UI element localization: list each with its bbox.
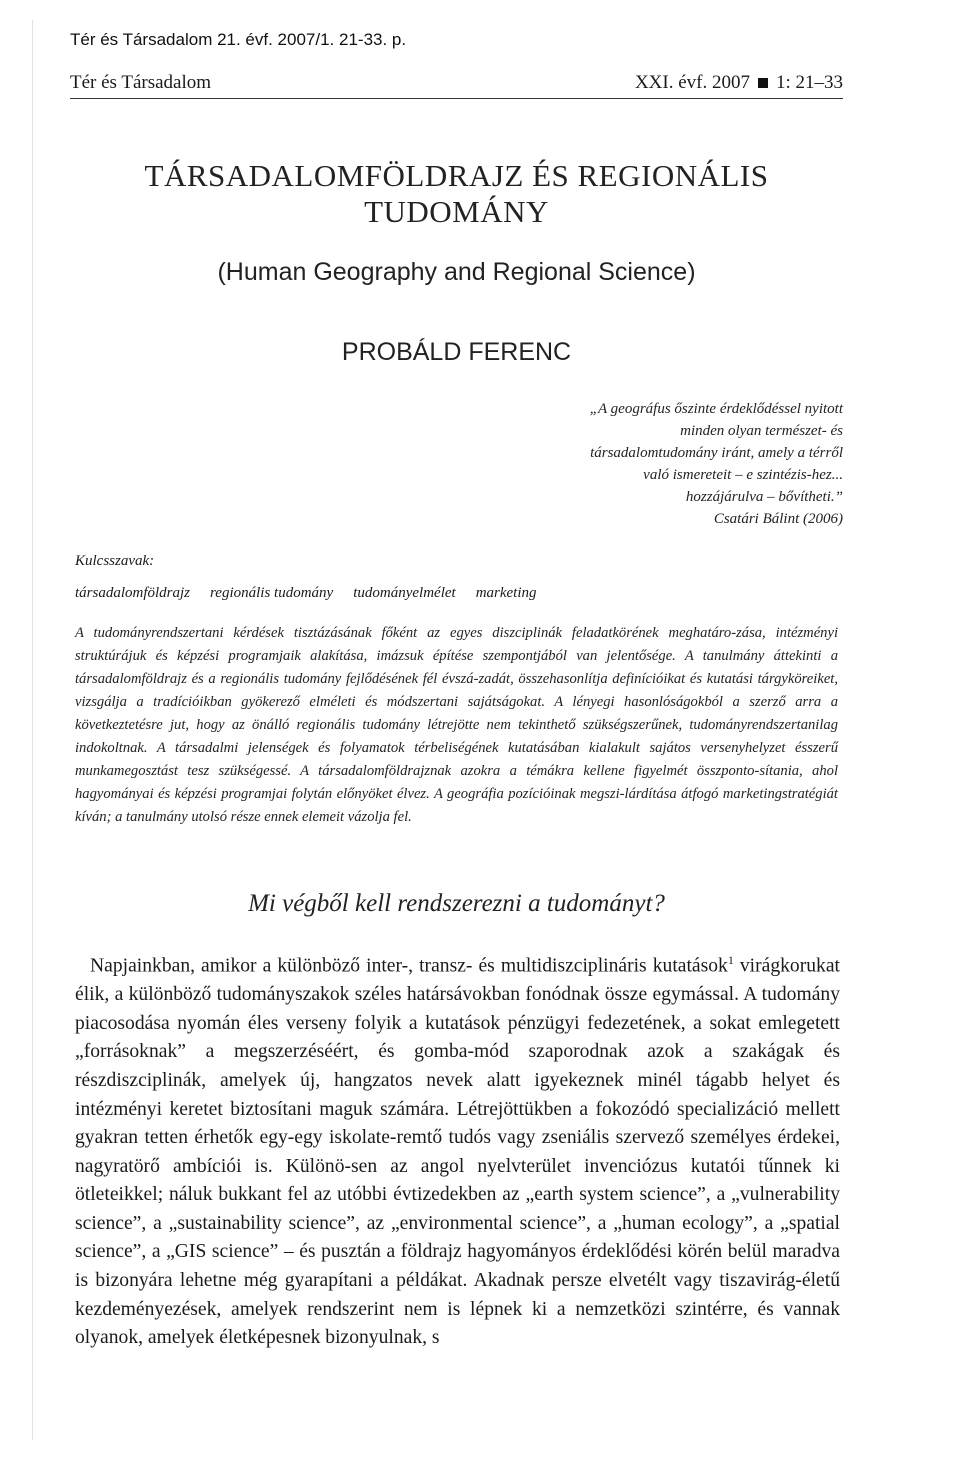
abstract: A tudományrendszertani kérdések tisztázásának főként az egyes diszciplinák feladatkörének meghatáro-zása, intézményi struktúrájuk és képzési programjaik alakítása, imázsuk építése szempontjából van jelentősége. A tanulmány áttekinti a társadalomföldrajz és a regionális tudomány fejlődésének fél évszá-zadát, összehasonlítja definícióikat és kutatási tárgyköreiket, vizsgálja a tradícióikban gyökerező elméleti és módszertani sajátságokat. A lényegi hasonlóságokból a szerző arra a következtetésre jut, hogy az önálló regionális tudomány létrejötte nem tekinthető szükségszerűnek, tudományrendszertanilag indokoltnak. A társadalmi jelenségek és folyamatok térbeliségének kutatásában kialakult sajátos versenyhelyzet ésszerű munkamegosztást tesz szükségessé. A társadalomföldrajznak azokra a témákra kellene figyelmét összponto-sítania, ahol hagyományai és képzési programjai folytán előnyöket élvez. A geográfia pozícióinak megszi-lárdítása átfogó marketingstratégiát kíván; a tanulmány utolsó része ennek elemeit vázolja fel. xyxy=(75,625,838,825)
keywords-list xyxy=(75,585,557,602)
running-header xyxy=(70,70,843,99)
epigraph-text: „A geográfus őszinte érdeklődéssel nyitott minden olyan természet- és társadalomtudomány iránt, amely a térről való ismereteit – e szintézis-hez... hozzájárulva – bővítheti.” xyxy=(589,401,843,505)
keyword-item: társadalomföldrajz xyxy=(75,585,191,601)
issue-volume: XXI. évf. 2007 xyxy=(634,72,750,93)
footnote-marker[interactable]: 1 xyxy=(727,953,734,967)
square-bullet-icon xyxy=(758,78,768,88)
title-line-1: TÁRSADALOMFÖLDRAJZ ÉS REGIONÁLIS xyxy=(144,158,769,193)
epigraph xyxy=(570,398,843,530)
keywords-label: Kulcsszavak: xyxy=(75,553,155,569)
title-line-2: TUDOMÁNY xyxy=(364,194,549,229)
article-title xyxy=(70,158,843,230)
keyword-item: marketing xyxy=(475,585,537,601)
scan-edge-line xyxy=(32,20,33,1440)
body-text-part-1: Napjainkban, amikor a különböző inter-, transz- és multidiszciplináris kutatások xyxy=(90,955,728,977)
body-paragraph xyxy=(75,946,840,1353)
epigraph-attribution: Csatári Bálint (2006) xyxy=(713,511,843,527)
body-text-part-2: virágkorukat élik, a különböző tudományszakok széles határsávokban fonódnak össze egymással. A tudomány piacosodása nyomán éles verseny folyik a kutatások pénzügyi fedezetének, a sokat emlegetett „forrásoknak” a megszerzéséért, és gomba-mód szaporodnak azok a szakágak és részdiszciplinák, amelyek új, hangzatos nevek alatt igyekeznek minél tágabb helyet és intézményi keretet biztosítani maguk számára. Létrejöttükben a fokozódó specializáció mellett gyakran tetten érhetők egy-egy iskolate-remtő tudós vagy zseniális szervező személyes érdekei, nagyratörő ambíciói is. Különö-sen az angol nyelvterület invenciózus kutatói tűnnek ki ötleteikkel; náluk bukkant fel az utóbbi évtizedekben az „earth system science”, a „vulnerability science”, a „sustainability science”, az „environmental science”, a „human ecology”, a „spatial science”, a „GIS science” – és pusztán a földrajz hagyományos érdeklődési körén belül maradva is bizonyára lehetne még gyarapítani a példákat. Akadnak persze elvetélt vagy tiszavirág-életű kezdeményezések, amelyek rendszerint nem is lépnek ki a nemzetközi szintérre, és vannak olyanok, amelyek életképesnek bizonyulnak, s xyxy=(75,955,840,1349)
section-heading: Mi végből kell rendszerezni a tudományt? xyxy=(248,890,665,917)
article-subtitle: (Human Geography and Regional Science) xyxy=(217,258,696,286)
issue-pages: 1: 21–33 xyxy=(775,72,843,93)
issue-info xyxy=(635,72,843,94)
journal-name: Tér és Társadalom xyxy=(70,72,212,93)
author-name: PROBÁLD FERENC xyxy=(341,338,572,366)
keyword-item: regionális tudomány xyxy=(210,585,334,601)
keyword-item: tudományelmélet xyxy=(353,585,456,601)
citation-line: Tér és Társadalom 21. évf. 2007/1. 21-33. p. xyxy=(70,30,407,49)
